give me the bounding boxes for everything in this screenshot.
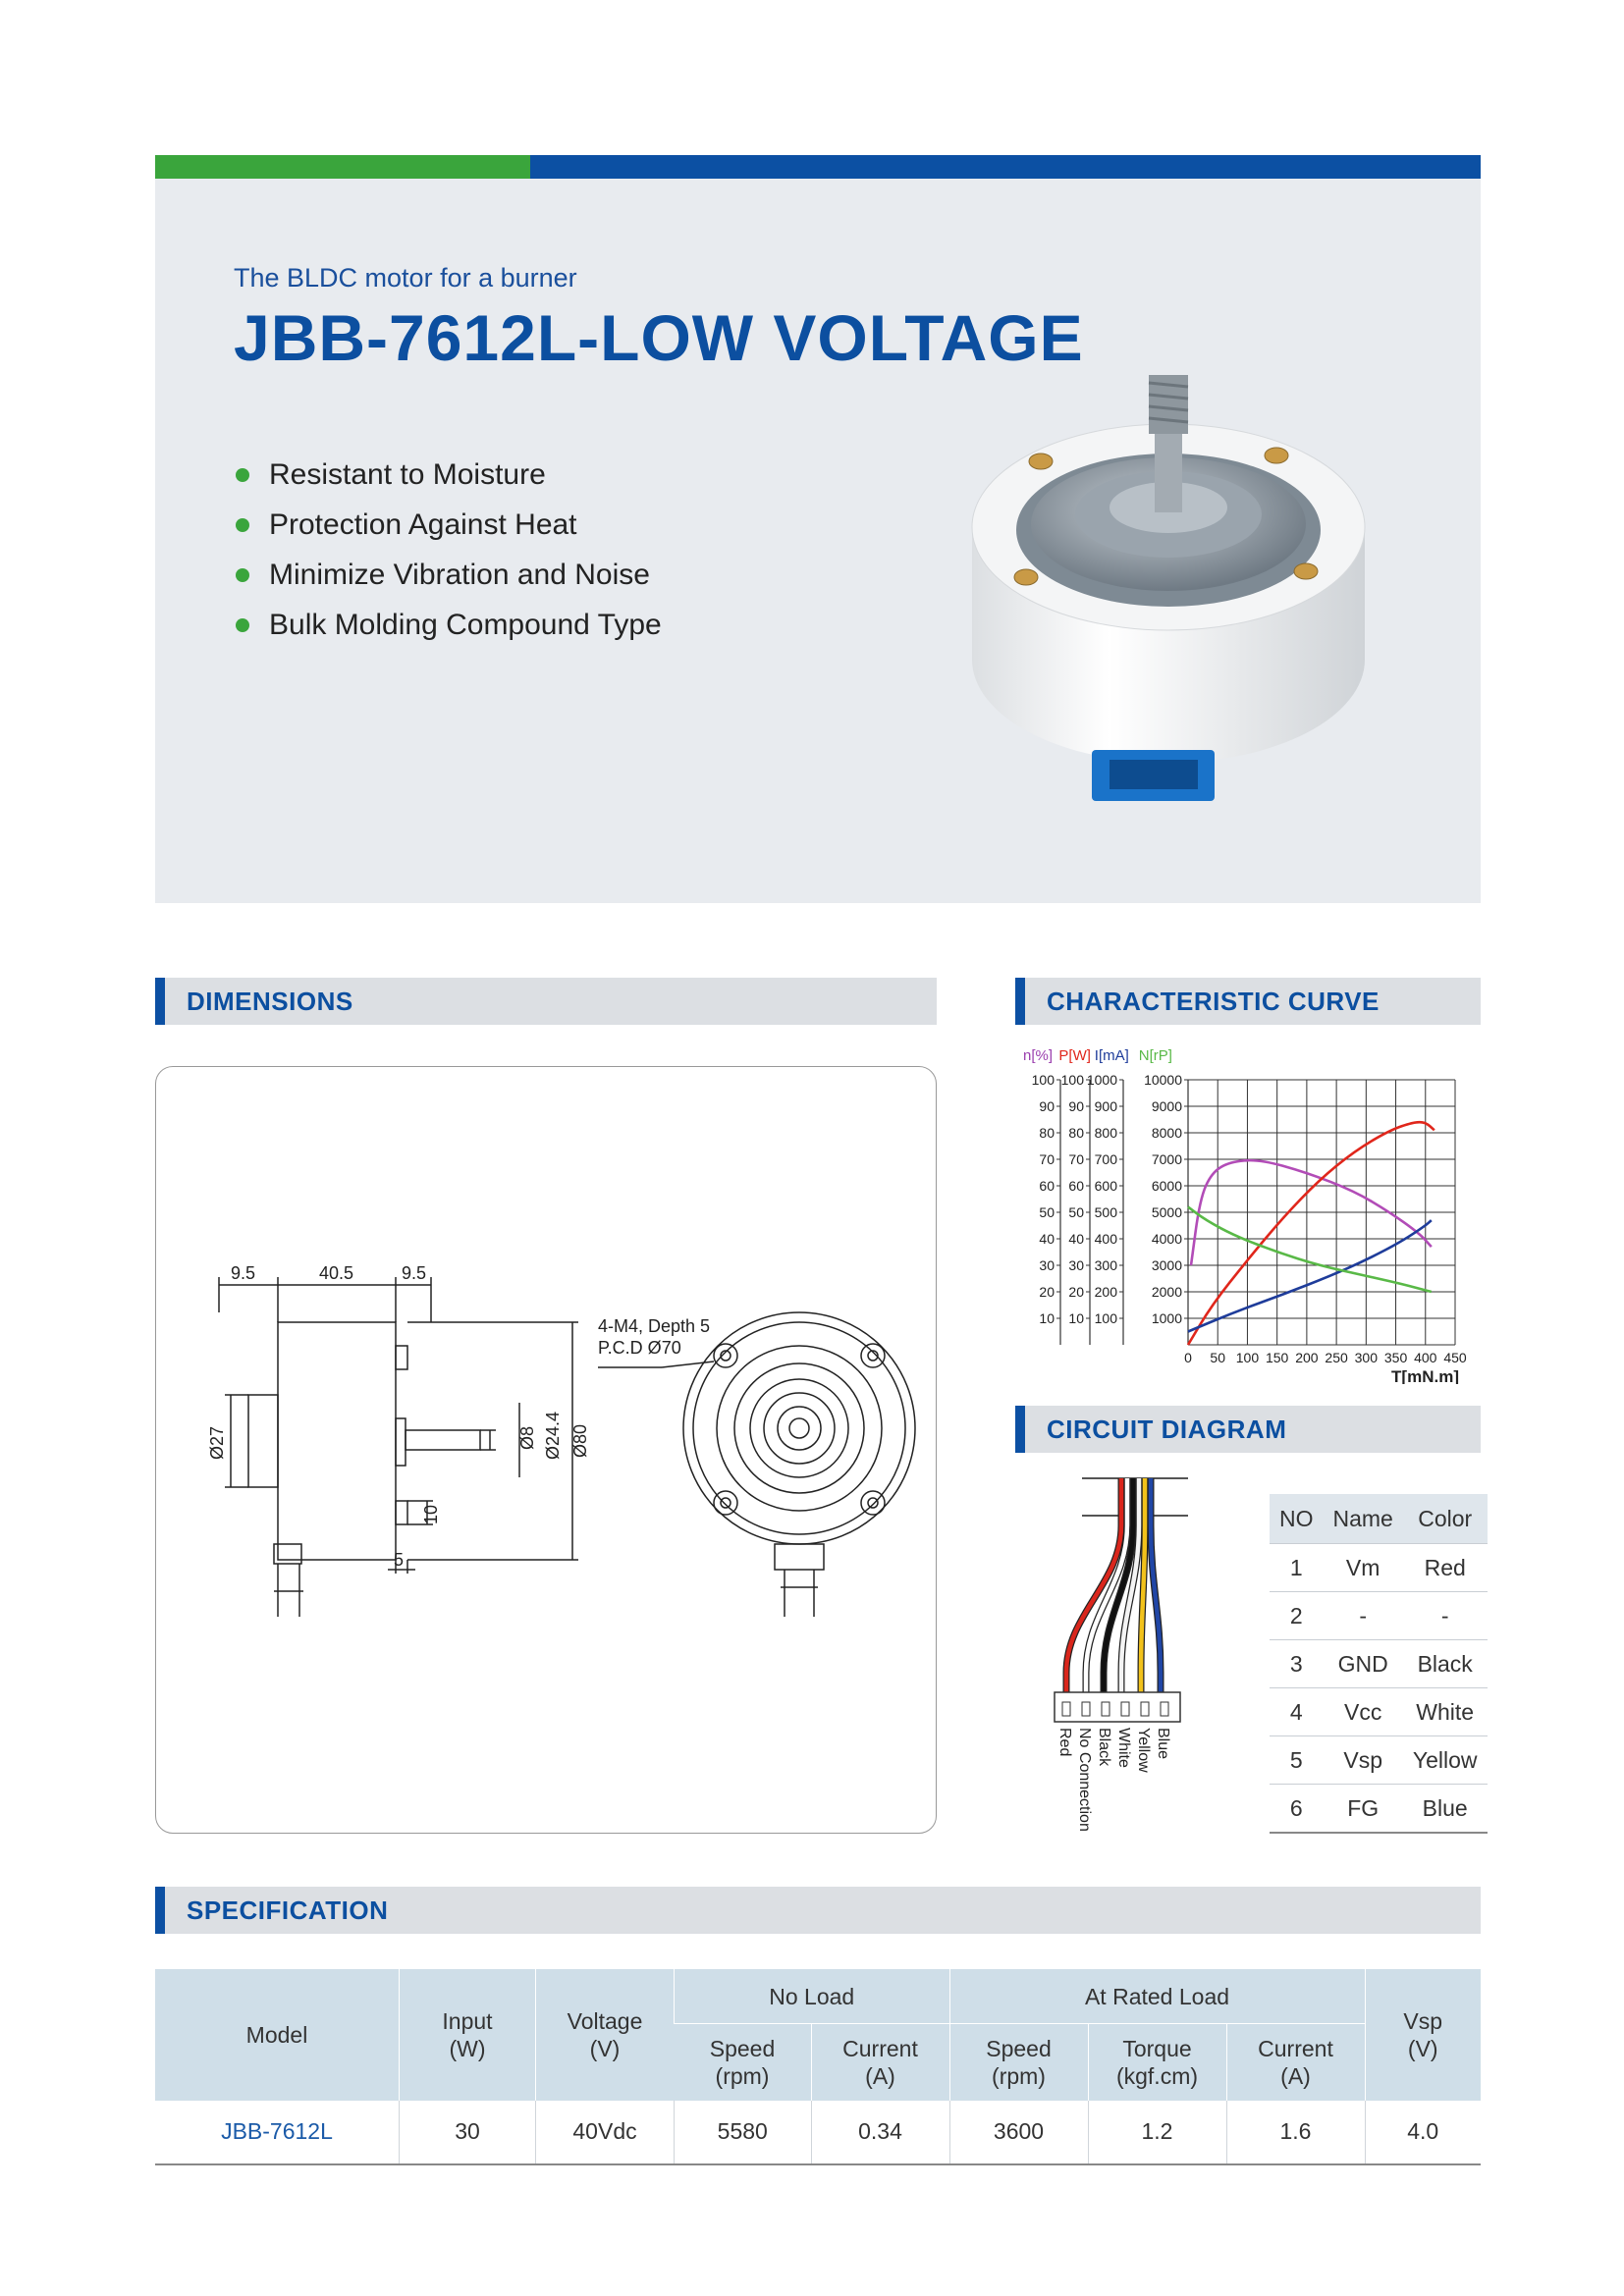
spec-voltage: 40Vdc: [536, 2101, 675, 2164]
chart-tick-label: 100: [1060, 1072, 1084, 1088]
wire-label: Blue: [1155, 1728, 1171, 1760]
table-row: [155, 2101, 1481, 2164]
circuit-wiring: [1047, 1467, 1223, 1844]
product-subtitle: The BLDC motor for a burner: [234, 263, 577, 293]
chart-tick-label: 2000: [1151, 1284, 1182, 1300]
chart-tick-label: 50: [1068, 1204, 1084, 1220]
spec-header-vsp: Vsp (V): [1365, 1969, 1481, 2101]
section-specification: SPECIFICATION: [155, 1887, 1481, 1934]
chart-x-tick-label: 50: [1210, 1350, 1226, 1365]
bullet-icon: [236, 518, 249, 532]
chart-tick-label: 10: [1068, 1310, 1084, 1326]
chart-tick-label: 700: [1094, 1151, 1117, 1167]
bullet-icon: [236, 468, 249, 482]
chart-tick-label: 900: [1094, 1098, 1117, 1114]
spec-header-rated-load: At Rated Load: [949, 1969, 1365, 2024]
chart-tick-label: 800: [1094, 1125, 1117, 1141]
chart-tick-label: 9000: [1151, 1098, 1182, 1114]
chart-x-tick-label: 250: [1325, 1350, 1348, 1365]
chart-x-tick-label: 350: [1383, 1350, 1408, 1365]
spec-noload-current: 0.34: [811, 2101, 949, 2164]
chart-series-line: [1188, 1220, 1432, 1331]
chart-x-tick-label: 450: [1443, 1350, 1467, 1365]
chart-tick-label: 60: [1068, 1178, 1084, 1194]
wire: [1151, 1478, 1161, 1692]
wire-harness-drawing: [1047, 1467, 1223, 1840]
chart-tick-label: 3000: [1151, 1257, 1182, 1273]
spec-header-current: Current (A): [811, 2024, 949, 2101]
table-row: 6 FG Blue: [1270, 1785, 1488, 1834]
chart-tick-label: 50: [1039, 1204, 1055, 1220]
chart-series-line: [1188, 1122, 1435, 1345]
top-blue-bar: [530, 155, 1481, 179]
chart-tick-label: 6000: [1151, 1178, 1182, 1194]
chart-tick-label: 4000: [1151, 1231, 1182, 1247]
pin-header: Name: [1324, 1494, 1403, 1544]
chart-tick-label: 200: [1094, 1284, 1117, 1300]
pin-header: Color: [1403, 1494, 1488, 1544]
chart-axis-header: I[mA]: [1094, 1047, 1129, 1064]
feature-item: Protection Against Heat: [236, 500, 662, 550]
feature-item: Resistant to Moisture: [236, 450, 662, 500]
chart-axis-header: P[W]: [1058, 1047, 1091, 1064]
spec-rated-current: 1.6: [1226, 2101, 1365, 2164]
chart-tick-label: 1000: [1086, 1072, 1117, 1088]
dim-note: 4-M4, Depth 5: [598, 1316, 711, 1336]
chart-tick-label: 30: [1068, 1257, 1084, 1273]
pin-header: NO: [1270, 1494, 1324, 1544]
spec-header-current: Current (A): [1226, 2024, 1365, 2101]
pin-table: [1270, 1494, 1488, 1834]
chart-tick-label: 100: [1031, 1072, 1055, 1088]
chart-tick-label: 90: [1068, 1098, 1084, 1114]
chart-tick-label: 8000: [1151, 1125, 1182, 1141]
chart-tick-label: 5000: [1151, 1204, 1182, 1220]
chart-x-tick-label: 100: [1235, 1350, 1260, 1365]
chart-series-line: [1188, 1207, 1432, 1292]
chart-x-tick-label: 200: [1295, 1350, 1319, 1365]
table-row: 5 Vsp Yellow: [1270, 1736, 1488, 1785]
dim-label: 40.5: [319, 1263, 354, 1283]
dim-label: 5: [394, 1550, 405, 1570]
dim-label: Ø24.4: [543, 1411, 563, 1460]
table-row: 1 Vm Red: [1270, 1544, 1488, 1592]
spec-header-speed: Speed (rpm): [675, 2024, 812, 2101]
specification-table: [155, 1968, 1481, 2165]
spec-input: 30: [400, 2101, 536, 2164]
dim-label: Ø8: [517, 1425, 537, 1450]
chart-svg: [1015, 1041, 1481, 1384]
dim-label: Ø80: [570, 1423, 590, 1458]
dim-note: P.C.D Ø70: [598, 1338, 681, 1358]
chart-tick-label: 70: [1039, 1151, 1055, 1167]
wire-label: White: [1115, 1728, 1132, 1768]
spec-header-torque: Torque (kgf.cm): [1088, 2024, 1226, 2101]
wire-label: No Connection: [1076, 1728, 1093, 1832]
chart-x-tick-label: 400: [1414, 1350, 1437, 1365]
product-title: JBB-7612L-LOW VOLTAGE: [234, 301, 1084, 374]
chart-tick-label: 20: [1039, 1284, 1055, 1300]
table-row: 2 - -: [1270, 1592, 1488, 1640]
chart-tick-label: 10: [1039, 1310, 1055, 1326]
spec-rated-speed: 3600: [949, 2101, 1088, 2164]
spec-header-speed: Speed (rpm): [949, 2024, 1088, 2101]
feature-list: [236, 450, 662, 650]
chart-tick-label: 20: [1068, 1284, 1084, 1300]
chart-tick-label: 7000: [1151, 1151, 1182, 1167]
chart-axis-header: N[rP]: [1138, 1047, 1172, 1064]
table-row: 3 GND Black: [1270, 1640, 1488, 1688]
feature-item: Bulk Molding Compound Type: [236, 600, 662, 650]
chart-tick-label: 70: [1068, 1151, 1084, 1167]
connector-body: [1055, 1692, 1180, 1722]
chart-tick-label: 600: [1094, 1178, 1117, 1194]
chart-tick-label: 90: [1039, 1098, 1055, 1114]
spec-header-voltage: Voltage (V): [536, 1969, 675, 2101]
characteristic-curve-chart: [1015, 1041, 1481, 1389]
dim-label: 10: [421, 1504, 441, 1524]
chart-x-axis-label: T[mN.m]: [1391, 1367, 1459, 1384]
chart-tick-label: 80: [1068, 1125, 1084, 1141]
dimensions-drawing: [156, 1067, 936, 1833]
chart-axis-header: n[%]: [1023, 1047, 1054, 1064]
dim-label: 9.5: [402, 1263, 427, 1283]
chart-tick-label: 500: [1094, 1204, 1117, 1220]
dim-label: Ø27: [207, 1425, 227, 1460]
bullet-icon: [236, 568, 249, 582]
feature-item: Minimize Vibration and Noise: [236, 550, 662, 600]
chart-tick-label: 10000: [1144, 1072, 1182, 1088]
chart-tick-label: 100: [1094, 1310, 1117, 1326]
chart-x-tick-label: 150: [1265, 1350, 1289, 1365]
wire-label: Black: [1096, 1728, 1112, 1767]
bullet-icon: [236, 618, 249, 632]
spec-header-input: Input (W): [400, 1969, 536, 2101]
spec-rated-torque: 1.2: [1088, 2101, 1226, 2164]
chart-tick-label: 40: [1068, 1231, 1084, 1247]
spec-model: JBB-7612L: [155, 2101, 400, 2164]
section-dimensions: DIMENSIONS: [155, 978, 937, 1025]
dim-label: 9.5: [231, 1263, 256, 1283]
section-characteristic-curve: CHARACTERISTIC CURVE: [1015, 978, 1481, 1025]
table-row: 4 Vcc White: [1270, 1688, 1488, 1736]
chart-tick-label: 60: [1039, 1178, 1055, 1194]
chart-tick-label: 1000: [1151, 1310, 1182, 1326]
motor-product-image: [962, 365, 1375, 827]
chart-tick-label: 300: [1094, 1257, 1117, 1273]
spec-header-no-load: No Load: [675, 1969, 950, 2024]
wire-label: Yellow: [1135, 1728, 1152, 1773]
chart-tick-label: 30: [1039, 1257, 1055, 1273]
spec-header-model: Model: [155, 1969, 400, 2101]
spec-noload-speed: 5580: [675, 2101, 812, 2164]
chart-tick-label: 80: [1039, 1125, 1055, 1141]
spec-vsp: 4.0: [1365, 2101, 1481, 2164]
top-green-bar: [155, 155, 530, 179]
chart-x-tick-label: 0: [1184, 1350, 1192, 1365]
dimensions-drawing-box: [155, 1066, 937, 1834]
chart-x-tick-label: 300: [1354, 1350, 1379, 1365]
wire-label: Red: [1056, 1728, 1073, 1757]
chart-tick-label: 400: [1094, 1231, 1117, 1247]
chart-tick-label: 40: [1039, 1231, 1055, 1247]
section-circuit-diagram: CIRCUIT DIAGRAM: [1015, 1406, 1481, 1453]
